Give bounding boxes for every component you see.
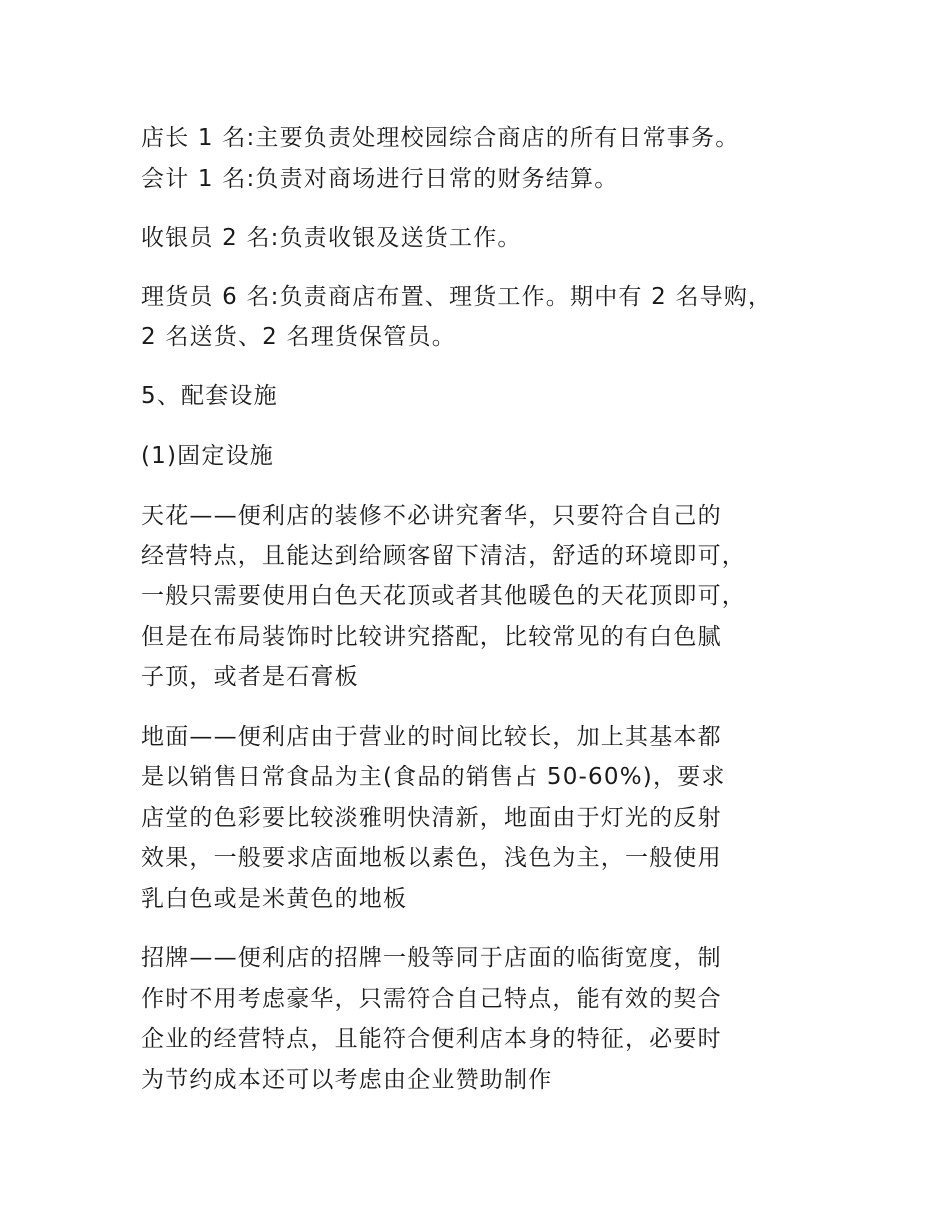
staff-accountant-line: 会计 1 名:负责对商场进行日常的财务结算。 (141, 166, 619, 192)
staff-cashier-line: 收银员 2 名:负责收银及送货工作。 (141, 225, 522, 251)
ceiling-paragraph-line: 天花——便利店的装修不必讲究奢华，只要符合自己的 (141, 503, 722, 529)
section-heading: 5、配套设施 (141, 383, 278, 409)
signboard-paragraph-line: 企业的经营特点，且能符合便利店本身的特征，必要时 (141, 1026, 722, 1052)
floor-paragraph-line: 地面——便利店由于营业的时间比较长，加上其基本都 (141, 724, 722, 750)
staff-manager-line: 店长 1 名:主要负责处理校园综合商店的所有日常事务。 (141, 125, 740, 151)
floor-paragraph-line: 效果，一般要求店面地板以素色，浅色为主，一般使用 (141, 845, 722, 871)
ceiling-paragraph-line: 一般只需要使用白色天花顶或者其他暖色的天花顶即可， (141, 583, 746, 609)
subsection-heading: (1)固定设施 (141, 443, 274, 469)
signboard-paragraph-line: 作时不用考虑豪华，只需符合自己特点，能有效的契合 (141, 986, 722, 1012)
floor-paragraph-line: 店堂的色彩要比较淡雅明快清新，地面由于灯光的反射 (141, 805, 722, 831)
signboard-paragraph-line: 招牌——便利店的招牌一般等同于店面的临街宽度，制 (141, 945, 722, 971)
staff-stocker-line-cont: 2 名送货、2 名理货保管员。 (141, 324, 456, 350)
ceiling-paragraph-line: 子顶，或者是石膏板 (141, 664, 359, 690)
floor-paragraph-line: 是以销售日常食品为主(食品的销售占 50-60%)，要求 (141, 764, 726, 790)
signboard-paragraph-line: 为节约成本还可以考虑由企业赞助制作 (141, 1067, 553, 1093)
floor-paragraph-line: 乳白色或是米黄色的地板 (141, 886, 408, 912)
ceiling-paragraph-line: 经营特点，且能达到给顾客留下清洁，舒适的环境即可， (141, 543, 746, 569)
staff-stocker-line: 理货员 6 名:负责商店布置、理货工作。期中有 2 名导购， (141, 284, 773, 310)
ceiling-paragraph-line: 但是在布局装饰时比较讲究搭配，比较常见的有白色腻 (141, 624, 722, 650)
